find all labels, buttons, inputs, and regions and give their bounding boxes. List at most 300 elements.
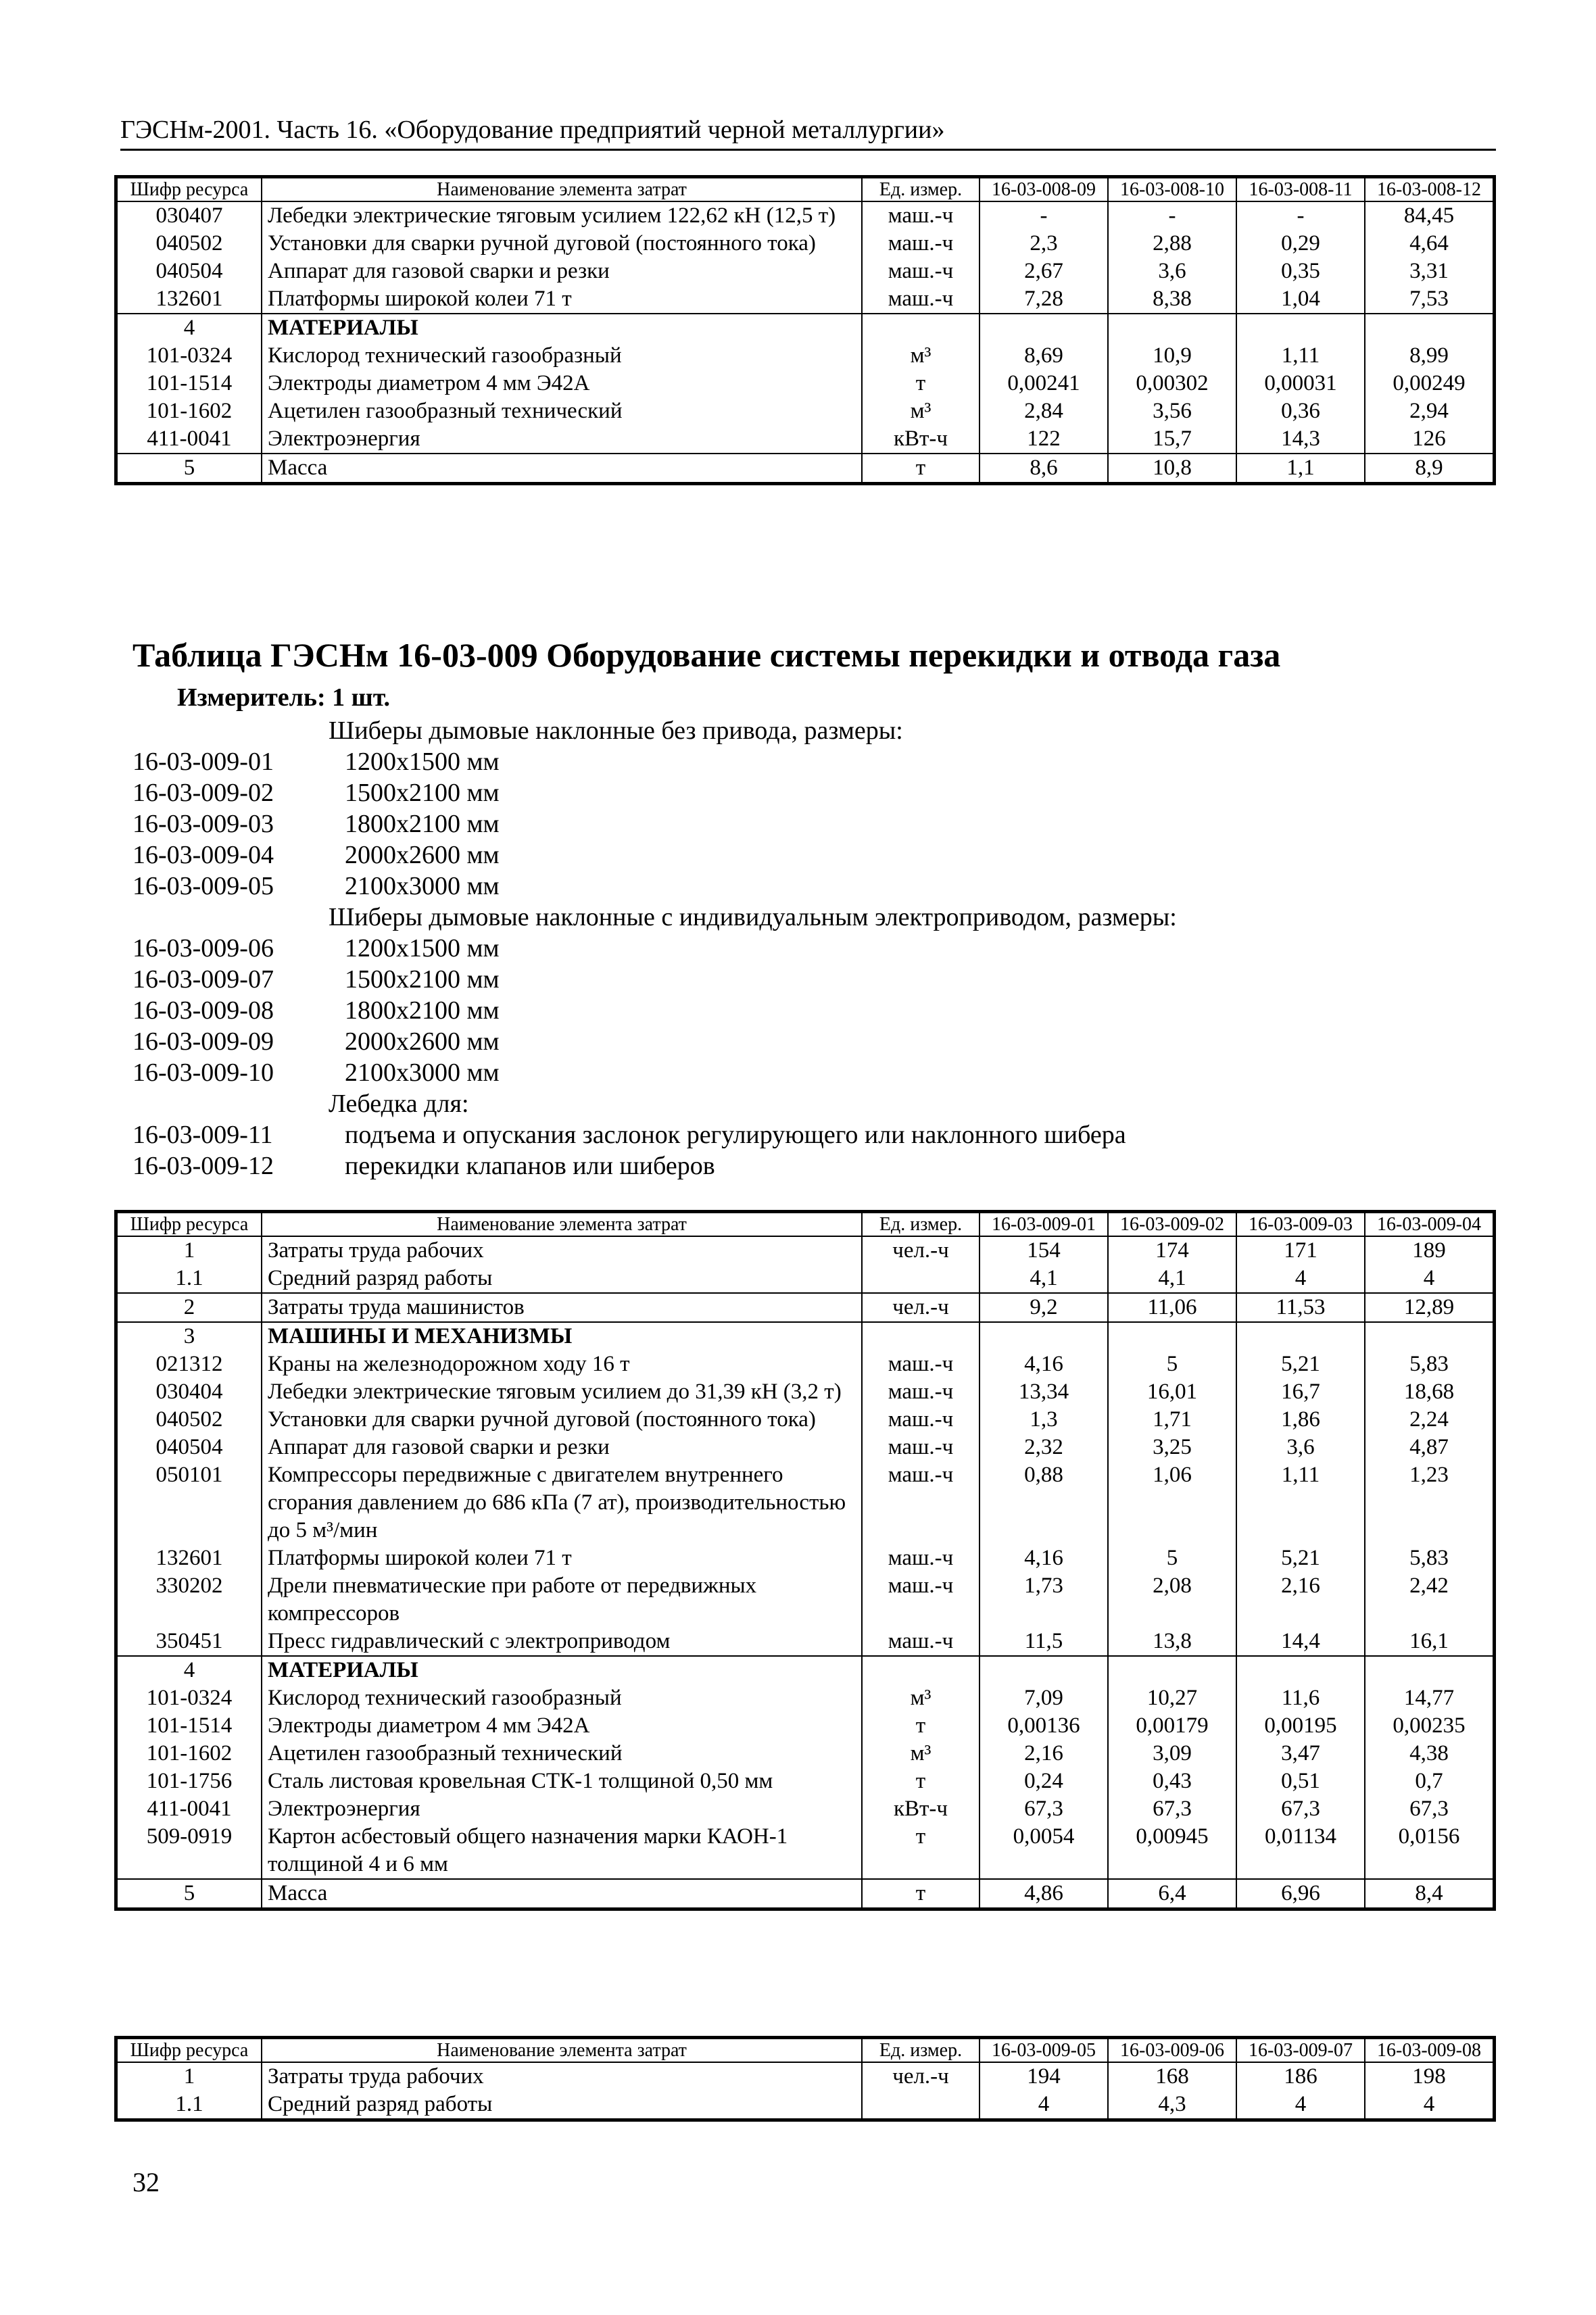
norm-value <box>1365 1322 1493 1350</box>
norm-value: 0,00031 <box>1236 370 1365 397</box>
norm-value: 5 <box>1108 1544 1236 1572</box>
norm-value: 14,4 <box>1236 1628 1365 1656</box>
col-header-code: Шифр ресурса <box>117 1213 262 1236</box>
desc-group-heading <box>132 715 1484 746</box>
norm-value: 3,6 <box>1108 258 1236 285</box>
norm-value <box>1236 314 1365 342</box>
norm-value: 0,88 <box>980 1461 1108 1544</box>
norm-value: 14,3 <box>1236 425 1365 454</box>
unit: т <box>862 1712 980 1740</box>
table-header-row <box>117 178 1493 201</box>
unit: маш.-ч <box>862 1572 980 1628</box>
norm-value: 189 <box>1365 1236 1493 1265</box>
resource-code: 040502 <box>117 1406 262 1434</box>
norm-value: 0,00235 <box>1365 1712 1493 1740</box>
desc-item <box>132 871 1484 902</box>
norm-value: 4,3 <box>1108 2091 1236 2119</box>
table-row <box>117 1628 1493 1656</box>
norm-value: 4,86 <box>980 1879 1108 1908</box>
resource-code: 030407 <box>117 201 262 230</box>
norm-value: 0,00136 <box>980 1712 1108 1740</box>
unit: чел.-ч <box>862 1293 980 1322</box>
col-header-norm: 16-03-009-08 <box>1365 2039 1493 2062</box>
norm-value: 0,00241 <box>980 370 1108 397</box>
cost-element-name: Затраты труда машинистов <box>262 1293 862 1322</box>
unit: т <box>862 370 980 397</box>
col-header-norm: 16-03-009-07 <box>1236 2039 1365 2062</box>
norm-value <box>1236 1656 1365 1684</box>
norm-value <box>1108 314 1236 342</box>
cost-element-name: Масса <box>262 1879 862 1908</box>
norm-value: 198 <box>1365 2062 1493 2091</box>
norm-value: 194 <box>980 2062 1108 2091</box>
desc-text: 1200x1500 мм <box>345 748 500 776</box>
desc-text: 1200x1500 мм <box>345 934 500 962</box>
table-row <box>117 285 1493 314</box>
norm-value: 0,51 <box>1236 1768 1365 1795</box>
unit: м³ <box>862 397 980 425</box>
unit: маш.-ч <box>862 1434 980 1461</box>
col-header-norm: 16-03-008-12 <box>1365 178 1493 201</box>
cost-element-name: Затраты труда рабочих <box>262 1236 862 1265</box>
table-row <box>117 1461 1493 1544</box>
col-header-norm: 16-03-008-11 <box>1236 178 1365 201</box>
resource-code: 101-0324 <box>117 342 262 370</box>
norm-value <box>1365 314 1493 342</box>
norm-value: 3,31 <box>1365 258 1493 285</box>
norm-value: 11,06 <box>1108 1293 1236 1322</box>
norm-value: 8,6 <box>980 454 1108 483</box>
unit <box>862 1656 980 1684</box>
unit: маш.-ч <box>862 1544 980 1572</box>
cost-element-name: МАТЕРИАЛЫ <box>262 314 862 342</box>
unit: маш.-ч <box>862 1406 980 1434</box>
norm-value: 16,1 <box>1365 1628 1493 1656</box>
norm-value: 7,53 <box>1365 285 1493 314</box>
norm-value: 154 <box>980 1236 1108 1265</box>
unit: чел.-ч <box>862 1236 980 1265</box>
unit <box>862 1265 980 1293</box>
resource-code: 040502 <box>117 230 262 258</box>
norm-value: 2,16 <box>980 1740 1108 1768</box>
norm-value: 2,24 <box>1365 1406 1493 1434</box>
norm-value: 1,86 <box>1236 1406 1365 1434</box>
norm-value: 10,9 <box>1108 342 1236 370</box>
desc-group-text: Шиберы дымовые наклонные без привода, размеры: <box>329 716 903 745</box>
desc-text: 1800x2100 мм <box>345 810 500 838</box>
norm-value <box>980 1656 1108 1684</box>
table-row <box>117 397 1493 425</box>
cost-element-name: Затраты труда рабочих <box>262 2062 862 2091</box>
norm-value: 11,6 <box>1236 1684 1365 1712</box>
resource-code: 3 <box>117 1322 262 1350</box>
norm-value <box>980 1322 1108 1350</box>
desc-code: 16-03-009-07 <box>132 965 274 994</box>
norm-value: 1,11 <box>1236 342 1365 370</box>
resource-code: 4 <box>117 314 262 342</box>
table-row <box>117 1350 1493 1378</box>
norm-value: 10,27 <box>1108 1684 1236 1712</box>
norm-value: 11,53 <box>1236 1293 1365 1322</box>
resource-code: 1 <box>117 1236 262 1265</box>
col-header-unit: Ед. измер. <box>862 2039 980 2062</box>
unit: маш.-ч <box>862 1461 980 1544</box>
unit: т <box>862 1879 980 1908</box>
norm-value: 2,32 <box>980 1434 1108 1461</box>
unit: маш.-ч <box>862 1350 980 1378</box>
norm-value: 2,88 <box>1108 230 1236 258</box>
desc-text: подъема и опускания заслонок регулирующего или наклонного шибера <box>345 1121 1126 1149</box>
norm-value: 67,3 <box>1365 1795 1493 1823</box>
cost-element-name: Платформы широкой колеи 71 т <box>262 1544 862 1572</box>
norm-value: 10,8 <box>1108 454 1236 483</box>
desc-item <box>132 1119 1484 1150</box>
resource-code: 411-0041 <box>117 1795 262 1823</box>
desc-text: 1500x2100 мм <box>345 779 500 807</box>
norm-value: 4 <box>1365 1265 1493 1293</box>
cost-element-name: Сталь листовая кровельная СТК-1 толщиной 0,50 мм <box>262 1768 862 1795</box>
resource-table-1 <box>116 177 1494 483</box>
cost-element-name: Лебедки электрические тяговым усилием 122,62 кН (12,5 т) <box>262 201 862 230</box>
desc-code: 16-03-009-02 <box>132 779 274 807</box>
norm-value: 0,00302 <box>1108 370 1236 397</box>
norm-description-list <box>132 715 1484 1181</box>
norm-value: 0,00249 <box>1365 370 1493 397</box>
norm-value: 15,7 <box>1108 425 1236 454</box>
norm-value: 13,8 <box>1108 1628 1236 1656</box>
table-row <box>117 1879 1493 1908</box>
unit: м³ <box>862 1740 980 1768</box>
unit: м³ <box>862 1684 980 1712</box>
desc-code: 16-03-009-11 <box>132 1121 273 1149</box>
resource-code: 101-1514 <box>117 1712 262 1740</box>
norm-value: 5,83 <box>1365 1544 1493 1572</box>
desc-code: 16-03-009-05 <box>132 872 274 900</box>
norm-value: 4 <box>1236 2091 1365 2119</box>
desc-text: перекидки клапанов или шиберов <box>345 1152 715 1180</box>
resource-code: 132601 <box>117 285 262 314</box>
desc-code: 16-03-009-10 <box>132 1058 274 1087</box>
norm-value: 6,96 <box>1236 1879 1365 1908</box>
resource-code: 030404 <box>117 1378 262 1406</box>
table-row <box>117 1293 1493 1322</box>
col-header-norm: 16-03-009-03 <box>1236 1213 1365 1236</box>
desc-item <box>132 808 1484 839</box>
table-row <box>117 1740 1493 1768</box>
norm-value: - <box>980 201 1108 230</box>
norm-value: 168 <box>1108 2062 1236 2091</box>
norm-value: 4,1 <box>1108 1265 1236 1293</box>
norm-value: 0,36 <box>1236 397 1365 425</box>
norm-value: 4,1 <box>980 1265 1108 1293</box>
norm-value: 0,00945 <box>1108 1823 1236 1879</box>
norm-value <box>980 314 1108 342</box>
col-header-unit: Ед. измер. <box>862 178 980 201</box>
table-row <box>117 1265 1493 1293</box>
cost-element-name: Электроды диаметром 4 мм Э42А <box>262 1712 862 1740</box>
unit: маш.-ч <box>862 1628 980 1656</box>
measure-unit: Измеритель: 1 шт. <box>177 683 391 712</box>
norm-value: 0,0054 <box>980 1823 1108 1879</box>
col-header-norm: 16-03-009-06 <box>1108 2039 1236 2062</box>
desc-text: 1500x2100 мм <box>345 965 500 994</box>
unit: маш.-ч <box>862 258 980 285</box>
desc-code: 16-03-009-04 <box>132 841 274 869</box>
cost-element-name: Установки для сварки ручной дуговой (постоянного тока) <box>262 230 862 258</box>
norm-value: 12,89 <box>1365 1293 1493 1322</box>
norm-value: 67,3 <box>980 1795 1108 1823</box>
norm-value: 2,42 <box>1365 1572 1493 1628</box>
desc-code: 16-03-009-09 <box>132 1027 274 1056</box>
norm-value <box>1365 1656 1493 1684</box>
norm-value: 1,11 <box>1236 1461 1365 1544</box>
norm-value: 14,77 <box>1365 1684 1493 1712</box>
cost-element-name: Ацетилен газообразный технический <box>262 1740 862 1768</box>
cost-element-name: Установки для сварки ручной дуговой (постоянного тока) <box>262 1406 862 1434</box>
norm-value: 0,35 <box>1236 258 1365 285</box>
table-row <box>117 1406 1493 1434</box>
cost-element-name: Краны на железнодорожном ходу 16 т <box>262 1350 862 1378</box>
table-row <box>117 1795 1493 1823</box>
unit <box>862 1322 980 1350</box>
desc-group-text: Лебедка для: <box>329 1090 469 1118</box>
norm-value: 1,1 <box>1236 454 1365 483</box>
resource-code: 411-0041 <box>117 425 262 454</box>
resource-code: 101-1514 <box>117 370 262 397</box>
desc-item <box>132 1057 1484 1088</box>
norm-value: 0,24 <box>980 1768 1108 1795</box>
col-header-norm: 16-03-009-04 <box>1365 1213 1493 1236</box>
col-header-code: Шифр ресурса <box>117 2039 262 2062</box>
resource-code: 330202 <box>117 1572 262 1628</box>
norm-value: 3,47 <box>1236 1740 1365 1768</box>
norm-value: 2,16 <box>1236 1572 1365 1628</box>
cost-element-name: Аппарат для газовой сварки и резки <box>262 258 862 285</box>
norm-value: 5,21 <box>1236 1544 1365 1572</box>
norm-value: 7,09 <box>980 1684 1108 1712</box>
norm-value: 1,71 <box>1108 1406 1236 1434</box>
norm-value: 5 <box>1108 1350 1236 1378</box>
norm-value: 2,94 <box>1365 397 1493 425</box>
desc-text: 2000x2600 мм <box>345 1027 500 1056</box>
unit <box>862 314 980 342</box>
cost-element-name: Средний разряд работы <box>262 2091 862 2119</box>
page-header: ГЭСНм-2001. Часть 16. «Оборудование предприятий черной металлургии» <box>120 115 1496 151</box>
desc-item <box>132 995 1484 1026</box>
norm-value: 5,83 <box>1365 1350 1493 1378</box>
norm-value: 4 <box>980 2091 1108 2119</box>
norm-value: 4 <box>1365 2091 1493 2119</box>
norm-value: 1,06 <box>1108 1461 1236 1544</box>
norm-value: 18,68 <box>1365 1378 1493 1406</box>
table-row <box>117 230 1493 258</box>
resource-code: 050101 <box>117 1461 262 1544</box>
resource-code: 132601 <box>117 1544 262 1572</box>
desc-item <box>132 746 1484 777</box>
desc-item <box>132 964 1484 995</box>
resource-code: 101-1756 <box>117 1768 262 1795</box>
desc-code: 16-03-009-08 <box>132 996 274 1025</box>
resource-code: 101-1602 <box>117 1740 262 1768</box>
section-title: Таблица ГЭСНм 16-03-009 Оборудование системы перекидки и отвода газа <box>132 636 1281 674</box>
desc-item <box>132 777 1484 808</box>
norm-value: 8,69 <box>980 342 1108 370</box>
table-row <box>117 314 1493 342</box>
desc-item <box>132 933 1484 964</box>
norm-value: 8,38 <box>1108 285 1236 314</box>
unit: т <box>862 1768 980 1795</box>
table-row <box>117 2091 1493 2119</box>
norm-value: 0,01134 <box>1236 1823 1365 1879</box>
norm-value: 8,4 <box>1365 1879 1493 1908</box>
unit: маш.-ч <box>862 285 980 314</box>
desc-text: 2000x2600 мм <box>345 841 500 869</box>
norm-value: 4,16 <box>980 1350 1108 1378</box>
norm-value: 4 <box>1236 1265 1365 1293</box>
cost-element-name: Ацетилен газообразный технический <box>262 397 862 425</box>
norm-value: 1,04 <box>1236 285 1365 314</box>
norm-value: 0,29 <box>1236 230 1365 258</box>
col-header-norm: 16-03-009-02 <box>1108 1213 1236 1236</box>
cost-element-name: Кислород технический газообразный <box>262 342 862 370</box>
cost-element-name: Дрели пневматические при работе от передвижных компрессоров <box>262 1572 862 1628</box>
resource-code: 021312 <box>117 1350 262 1378</box>
unit <box>862 2091 980 2119</box>
page-number: 32 <box>132 2167 160 2197</box>
table-row <box>117 1823 1493 1879</box>
norm-value: 0,43 <box>1108 1768 1236 1795</box>
desc-text: 1800x2100 мм <box>345 996 500 1025</box>
unit: т <box>862 1823 980 1879</box>
col-header-name: Наименование элемента затрат <box>262 1213 862 1236</box>
desc-text: 2100x3000 мм <box>345 872 500 900</box>
resource-code: 101-0324 <box>117 1684 262 1712</box>
desc-code: 16-03-009-01 <box>132 748 274 776</box>
norm-value: 122 <box>980 425 1108 454</box>
resource-code: 5 <box>117 1879 262 1908</box>
norm-value: 3,56 <box>1108 397 1236 425</box>
norm-value: 3,25 <box>1108 1434 1236 1461</box>
resource-code: 4 <box>117 1656 262 1684</box>
norm-value: 4,16 <box>980 1544 1108 1572</box>
table-row <box>117 1768 1493 1795</box>
norm-value: 1,73 <box>980 1572 1108 1628</box>
table-row <box>117 1378 1493 1406</box>
resource-code: 040504 <box>117 258 262 285</box>
norm-value: 0,7 <box>1365 1768 1493 1795</box>
table-row <box>117 1656 1493 1684</box>
norm-value: 0,00179 <box>1108 1712 1236 1740</box>
desc-group-heading <box>132 1088 1484 1119</box>
table-header-row <box>117 2039 1493 2062</box>
col-header-norm: 16-03-008-10 <box>1108 178 1236 201</box>
cost-element-name: Картон асбестовый общего назначения марки КАОН-1 толщиной 4 и 6 мм <box>262 1823 862 1879</box>
norm-value: 4,87 <box>1365 1434 1493 1461</box>
col-header-code: Шифр ресурса <box>117 178 262 201</box>
norm-value <box>1236 1322 1365 1350</box>
cost-element-name: МАШИНЫ И МЕХАНИЗМЫ <box>262 1322 862 1350</box>
norm-value: - <box>1108 201 1236 230</box>
resource-code: 2 <box>117 1293 262 1322</box>
unit: т <box>862 454 980 483</box>
norm-value: 16,01 <box>1108 1378 1236 1406</box>
norm-value: 67,3 <box>1236 1795 1365 1823</box>
col-header-name: Наименование элемента затрат <box>262 178 862 201</box>
cost-element-name: Электроэнергия <box>262 425 862 454</box>
norm-value: 4,38 <box>1365 1740 1493 1768</box>
unit: маш.-ч <box>862 230 980 258</box>
col-header-norm: 16-03-008-09 <box>980 178 1108 201</box>
unit: чел.-ч <box>862 2062 980 2091</box>
resource-code: 350451 <box>117 1628 262 1656</box>
norm-value: 0,00195 <box>1236 1712 1365 1740</box>
cost-element-name: МАТЕРИАЛЫ <box>262 1656 862 1684</box>
table-row <box>117 1684 1493 1712</box>
norm-value: 126 <box>1365 425 1493 454</box>
unit: кВт-ч <box>862 1795 980 1823</box>
norm-value: 174 <box>1108 1236 1236 1265</box>
norm-value: 2,67 <box>980 258 1108 285</box>
cost-element-name: Аппарат для газовой сварки и резки <box>262 1434 862 1461</box>
norm-value: 9,2 <box>980 1293 1108 1322</box>
desc-code: 16-03-009-03 <box>132 810 274 838</box>
table-row <box>117 2062 1493 2091</box>
norm-value: 6,4 <box>1108 1879 1236 1908</box>
col-header-name: Наименование элемента затрат <box>262 2039 862 2062</box>
norm-value: 67,3 <box>1108 1795 1236 1823</box>
desc-code: 16-03-009-06 <box>132 934 274 962</box>
cost-element-name: Средний разряд работы <box>262 1265 862 1293</box>
col-header-unit: Ед. измер. <box>862 1213 980 1236</box>
cost-element-name: Электроэнергия <box>262 1795 862 1823</box>
cost-element-name: Лебедки электрические тяговым усилием до 31,39 кН (3,2 т) <box>262 1378 862 1406</box>
unit: кВт-ч <box>862 425 980 454</box>
table-row <box>117 454 1493 483</box>
norm-value: 8,9 <box>1365 454 1493 483</box>
norm-value <box>1108 1656 1236 1684</box>
unit: маш.-ч <box>862 1378 980 1406</box>
norm-value: 1,23 <box>1365 1461 1493 1544</box>
table-row <box>117 1572 1493 1628</box>
norm-value: 186 <box>1236 2062 1365 2091</box>
resource-table-3 <box>116 2038 1494 2120</box>
resource-code: 040504 <box>117 1434 262 1461</box>
norm-value: 2,08 <box>1108 1572 1236 1628</box>
unit: маш.-ч <box>862 201 980 230</box>
desc-code: 16-03-009-12 <box>132 1152 274 1180</box>
cost-element-name: Кислород технический газообразный <box>262 1684 862 1712</box>
cost-element-name: Компрессоры передвижные с двигателем внутреннего сгорания давлением до 686 кПа (7 ат), производительностью до 5 м³/мин <box>262 1461 862 1544</box>
table-row <box>117 258 1493 285</box>
cost-element-name: Платформы широкой колеи 71 т <box>262 285 862 314</box>
table-row <box>117 1322 1493 1350</box>
norm-value: 13,34 <box>980 1378 1108 1406</box>
resource-code: 509-0919 <box>117 1823 262 1879</box>
table-row <box>117 201 1493 230</box>
desc-group-heading <box>132 902 1484 933</box>
resource-code: 101-1602 <box>117 397 262 425</box>
norm-value: 4,64 <box>1365 230 1493 258</box>
norm-value: 84,45 <box>1365 201 1493 230</box>
desc-text: 2100x3000 мм <box>345 1058 500 1087</box>
resource-code: 1 <box>117 2062 262 2091</box>
table-row <box>117 1236 1493 1265</box>
col-header-norm: 16-03-009-05 <box>980 2039 1108 2062</box>
table-row <box>117 1434 1493 1461</box>
norm-value: 16,7 <box>1236 1378 1365 1406</box>
desc-item <box>132 839 1484 871</box>
norm-value: 11,5 <box>980 1628 1108 1656</box>
